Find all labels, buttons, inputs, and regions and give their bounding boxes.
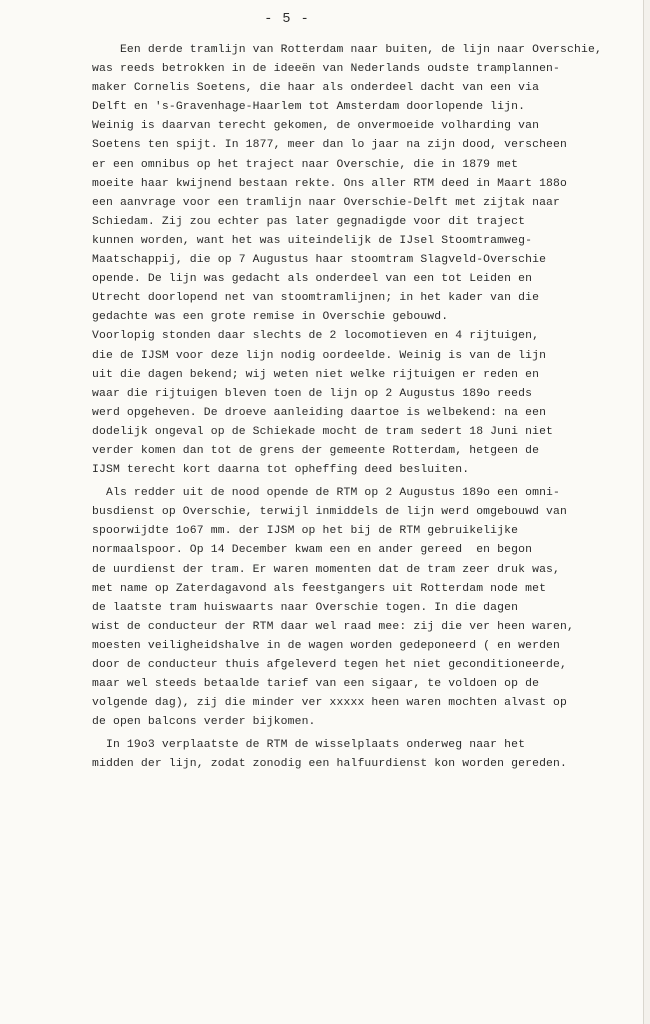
paragraph — [92, 736, 650, 774]
text-line: waar die rijtuigen bleven toen de lijn op 2 Augustus 189o reeds — [92, 387, 533, 400]
text-line: normaalspoor. Op 14 December kwam een en ander gereed en begon — [92, 544, 533, 557]
text-line: Weinig is daarvan terecht gekomen, de onvermoeide volharding van — [92, 120, 540, 133]
text-line: wist de conducteur der RTM daar wel raad mee: zij die ver heen waren, — [92, 620, 574, 633]
text-line: Schiedam. Zij zou echter pas later gegnadigde voor dit traject — [92, 215, 526, 228]
text-line: er een omnibus op het traject naar Overschie, die in 1879 met — [92, 158, 519, 171]
page-number: - 5 - — [264, 12, 310, 27]
text-line: moeite haar kwijnend bestaan rekte. Ons aller RTM deed in Maart 188o — [92, 177, 568, 190]
text-line: maar wel steeds betaalde tarief van een sigaar, te voldoen op de — [92, 678, 540, 691]
text-line: de open balcons verder bijkomen. — [92, 716, 316, 729]
text-line: een aanvrage voor een tramlijn naar Overschie-Delft met zijtak naar — [92, 196, 561, 209]
text-line: volgende dag), zij die minder ver xxxxx heen waren mochten alvast op — [92, 697, 568, 710]
text-line: Maatschappij, die op 7 Augustus haar stoomtram Slagveld-Overschie — [92, 254, 547, 267]
text-line: Voorlopig stonden daar slechts de 2 locomotieven en 4 rijtuigen, — [92, 330, 540, 343]
text-line: was reeds betrokken in de ideeën van Nederlands oudste tramplannen- — [92, 63, 561, 76]
text-line: busdienst op Overschie, terwijl inmiddels de lijn werd omgebouwd van — [92, 506, 568, 519]
text-line: de uurdienst der tram. Er waren momenten dat de tram zeer druk was, — [92, 563, 561, 576]
text-line: werd opgeheven. De droeve aanleiding daartoe is welbekend: na een — [92, 406, 547, 419]
text-line: kunnen worden, want het was uiteindelijk de IJsel Stoomtramweg- — [92, 234, 533, 247]
text-line: Een derde tramlijn van Rotterdam naar buiten, de lijn naar Overschie, — [92, 44, 602, 56]
text-line: spoorwijdte 1o67 mm. der IJSM op het bij de RTM gebruikelijke — [92, 525, 519, 538]
body-text — [92, 41, 650, 775]
text-line: opende. De lijn was gedacht als onderdeel van een tot Leiden en — [92, 273, 533, 286]
text-line: Als redder uit de nood opende de RTM op 2 Augustus 189o een omni- — [92, 487, 561, 500]
text-line: verder komen dan tot de grens der gemeente Rotterdam, hetgeen de — [92, 444, 540, 457]
paragraph — [92, 484, 650, 732]
text-line: dodelijk ongeval op de Schiekade mocht de tram sedert 18 Juni niet — [92, 425, 554, 438]
text-line: gedachte was een grote remise in Overschie gebouwd. — [92, 311, 449, 324]
paragraph — [92, 41, 650, 480]
text-line: Delft en 's-Gravenhage-Haarlem tot Amsterdam doorlopende lijn. — [92, 101, 526, 114]
text-line: In 19o3 verplaatste de RTM de wisselplaats onderweg naar het — [92, 739, 526, 752]
text-line: met name op Zaterdagavond als feestgangers uit Rotterdam node met — [92, 582, 547, 595]
text-line: Soetens ten spijt. In 1877, meer dan lo jaar na zijn dood, verscheen — [92, 139, 568, 152]
text-line: midden der lijn, zodat zonodig een halfuurdienst kon worden gereden. — [92, 758, 568, 771]
text-line: IJSM terecht kort daarna tot opheffing deed besluiten. — [92, 464, 470, 477]
text-line: uit die dagen bekend; wij weten niet welke rijtuigen er reden en — [92, 368, 540, 381]
text-line: die de IJSM voor deze lijn nodig oordeelde. Weinig is van de lijn — [92, 349, 547, 362]
text-line: door de conducteur thuis afgeleverd tegen het niet geconditioneerde, — [92, 659, 568, 671]
text-line: moesten veiligheidshalve in de wagen worden gedeponeerd ( en werden — [92, 639, 561, 652]
text-line: maker Cornelis Soetens, die haar als onderdeel dacht van een via — [92, 82, 540, 95]
text-line: Utrecht doorlopend net van stoomtramlijnen; in het kader van die — [92, 292, 540, 305]
text-line: de laatste tram huiswaarts naar Overschie togen. In die dagen — [92, 601, 519, 614]
